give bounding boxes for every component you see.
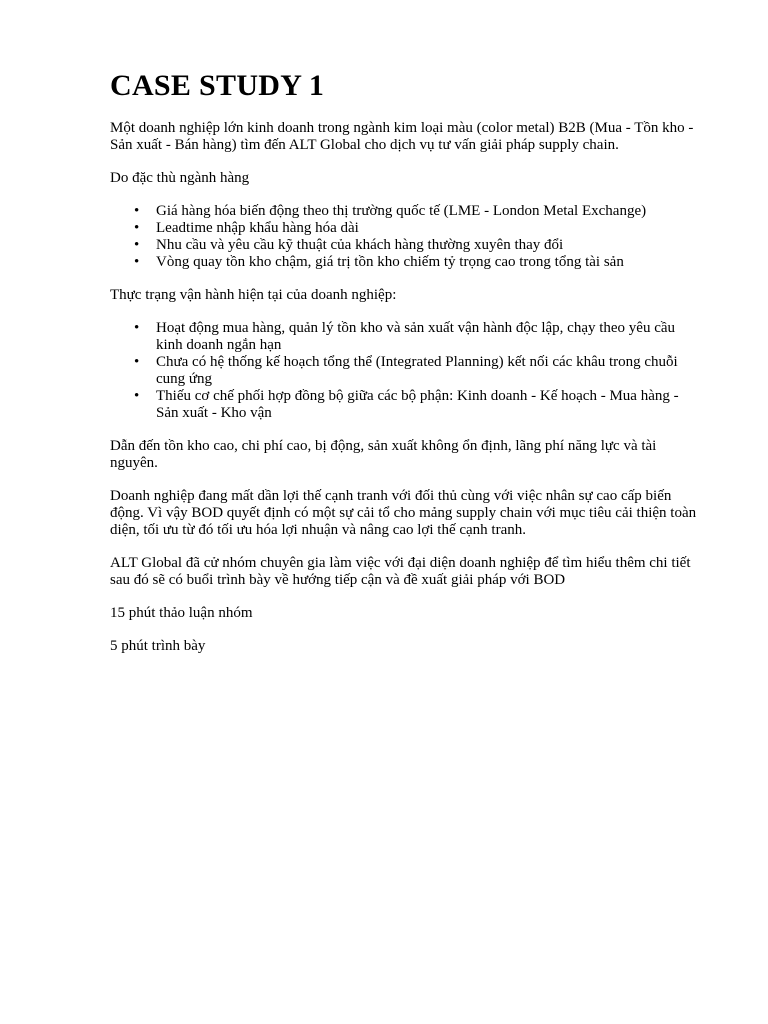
list-item	[134, 354, 700, 388]
document-page	[110, 68, 700, 671]
bullet-icon: •	[134, 237, 140, 253]
bullet-icon: •	[134, 354, 140, 370]
list-item-text: Hoạt động mua hàng, quản lý tồn kho và sản xuất vận hành độc lập, chạy theo yêu cầu kinh doanh ngắn hạn	[156, 320, 676, 353]
list-item-text: Thiếu cơ chế phối hợp đồng bộ giữa các bộ phận: Kinh doanh - Kế hoạch - Mua hàng - Sản xuất - Kho vận	[156, 388, 679, 421]
industry-characteristics-list	[110, 203, 700, 271]
bullet-icon: •	[134, 220, 140, 236]
bullet-icon: •	[134, 254, 140, 270]
section1-heading: Do đặc thù ngành hàng	[110, 170, 250, 186]
presentation-time: 5 phút trình bày	[110, 638, 206, 654]
bod-decision-paragraph: Doanh nghiệp đang mất dần lợi thế cạnh tranh với đối thủ cùng với việc nhân sự cao cấp biến động. Vì vậy BOD quyết định có một sự cải tổ cho mảng supply chain với mục tiêu cải thiện toàn diện, tối ưu từ đó tối ưu hóa lợi nhuận và nâng cao lợi thế cạnh tranh.	[110, 488, 697, 538]
list-item-text: Giá hàng hóa biến động theo thị trường quốc tế (LME - London Metal Exchange)	[156, 203, 647, 219]
list-item	[134, 388, 700, 422]
list-item-text: Chưa có hệ thống kế hoạch tổng thể (Integrated Planning) kết nối các khâu trong chuỗi cung ứng	[156, 354, 678, 387]
bullet-icon: •	[134, 388, 140, 404]
bullet-icon: •	[134, 203, 140, 219]
bullet-icon: •	[134, 320, 140, 336]
list-item-text: Leadtime nhập khẩu hàng hóa dài	[156, 220, 359, 236]
discussion-time: 15 phút thảo luận nhóm	[110, 605, 253, 621]
list-item-text: Vòng quay tồn kho chậm, giá trị tồn kho chiếm tỷ trọng cao trong tổng tài sản	[156, 254, 624, 270]
current-operations-list	[110, 320, 700, 422]
consequence-paragraph: Dẫn đến tồn kho cao, chi phí cao, bị động, sản xuất không ổn định, lãng phí năng lực và tài nguyên.	[110, 438, 657, 471]
list-item	[134, 237, 700, 254]
list-item-text: Nhu cầu và yêu cầu kỹ thuật của khách hàng thường xuyên thay đổi	[156, 237, 564, 253]
list-item	[134, 203, 700, 220]
list-item	[134, 320, 700, 354]
list-item	[134, 254, 700, 271]
section2-heading: Thực trạng vận hành hiện tại của doanh nghiệp:	[110, 287, 397, 303]
alt-global-paragraph: ALT Global đã cử nhóm chuyên gia làm việc với đại diện doanh nghiệp để tìm hiểu thêm chi tiết sau đó sẽ có buổi trình bày về hướng tiếp cận và đề xuất giải pháp với BOD	[110, 555, 691, 588]
intro-paragraph: Một doanh nghiệp lớn kinh doanh trong ngành kim loại màu (color metal) B2B (Mua - Tồn kho - Sản xuất - Bán hàng) tìm đến ALT Global cho dịch vụ tư vấn giải pháp supply chain.	[110, 120, 694, 153]
page-title: CASE STUDY 1	[110, 69, 325, 102]
list-item	[134, 220, 700, 237]
